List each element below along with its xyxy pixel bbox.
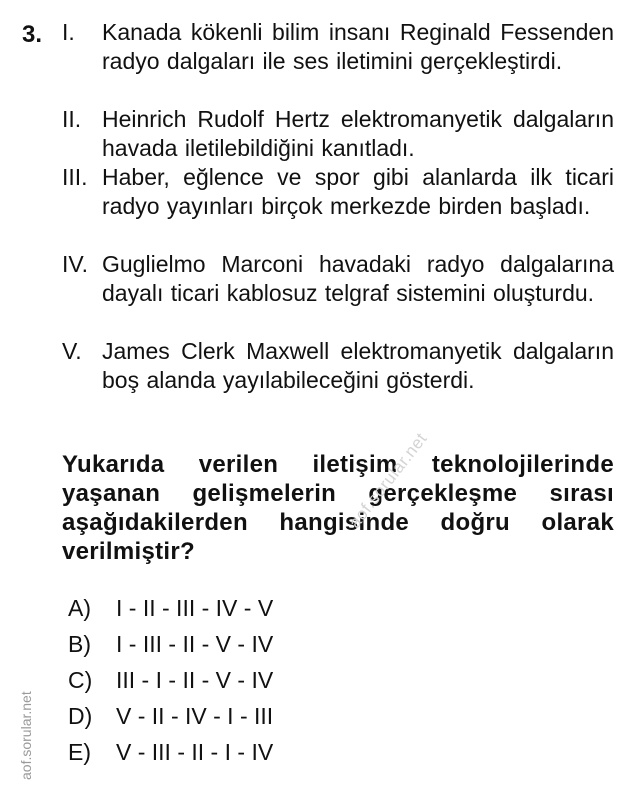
question-number: 3. — [22, 21, 43, 48]
option-letter: A) — [68, 595, 91, 621]
question-stem: Yukarıda verilen iletişim teknolojilerinde yaşanan gelişmelerin gerçekleşme sırası aşağıdakilerden hangisinde doğru olarak verilmiştir? — [62, 451, 614, 565]
option-letter: E) — [68, 739, 91, 765]
option-value: V - II - IV - I - III — [116, 703, 274, 729]
statement-numeral: V. — [62, 338, 82, 364]
statement-1 — [62, 18, 614, 76]
statement-numeral: II. — [62, 106, 82, 132]
option-value: III - I - II - V - IV — [116, 667, 274, 693]
statement-text: Guglielmo Marconi havadaki radyo dalgalarına dayalı ticari kablosuz telgraf sistemini oluşturdu. — [102, 251, 614, 306]
option-letter: D) — [68, 703, 93, 729]
option-letter: C) — [68, 667, 93, 693]
statement-4 — [62, 250, 614, 308]
statement-5 — [62, 337, 614, 395]
watermark: aof.sorular.net — [345, 429, 431, 532]
side-watermark: aof.sorular.net — [18, 691, 34, 780]
statement-text: Kanada kökenli bilim insanı Reginald Fessenden radyo dalgaları ile ses iletimini gerçekleştirdi. — [102, 19, 614, 74]
statement-numeral: IV. — [62, 251, 89, 277]
statement-text: James Clerk Maxwell elektromanyetik dalgaların boş alanda yayılabileceğini gösterdi. — [102, 338, 614, 393]
statement-numeral: I. — [62, 19, 75, 45]
statement-text: Haber, eğlence ve spor gibi alanlarda ilk ticari radyo yayınları birçok merkezde birden başladı. — [102, 164, 614, 219]
statement-2 — [62, 105, 614, 163]
option-value: I - II - III - IV - V — [116, 595, 274, 621]
option-letter: B) — [68, 631, 91, 657]
statement-numeral: III. — [62, 164, 88, 190]
option-value: V - III - II - I - IV — [116, 739, 274, 765]
statement-text: Heinrich Rudolf Hertz elektromanyetik dalgaların havada iletilebildiğini kanıtladı. — [102, 106, 614, 161]
statement-3 — [62, 163, 614, 221]
option-value: I - III - II - V - IV — [116, 631, 274, 657]
